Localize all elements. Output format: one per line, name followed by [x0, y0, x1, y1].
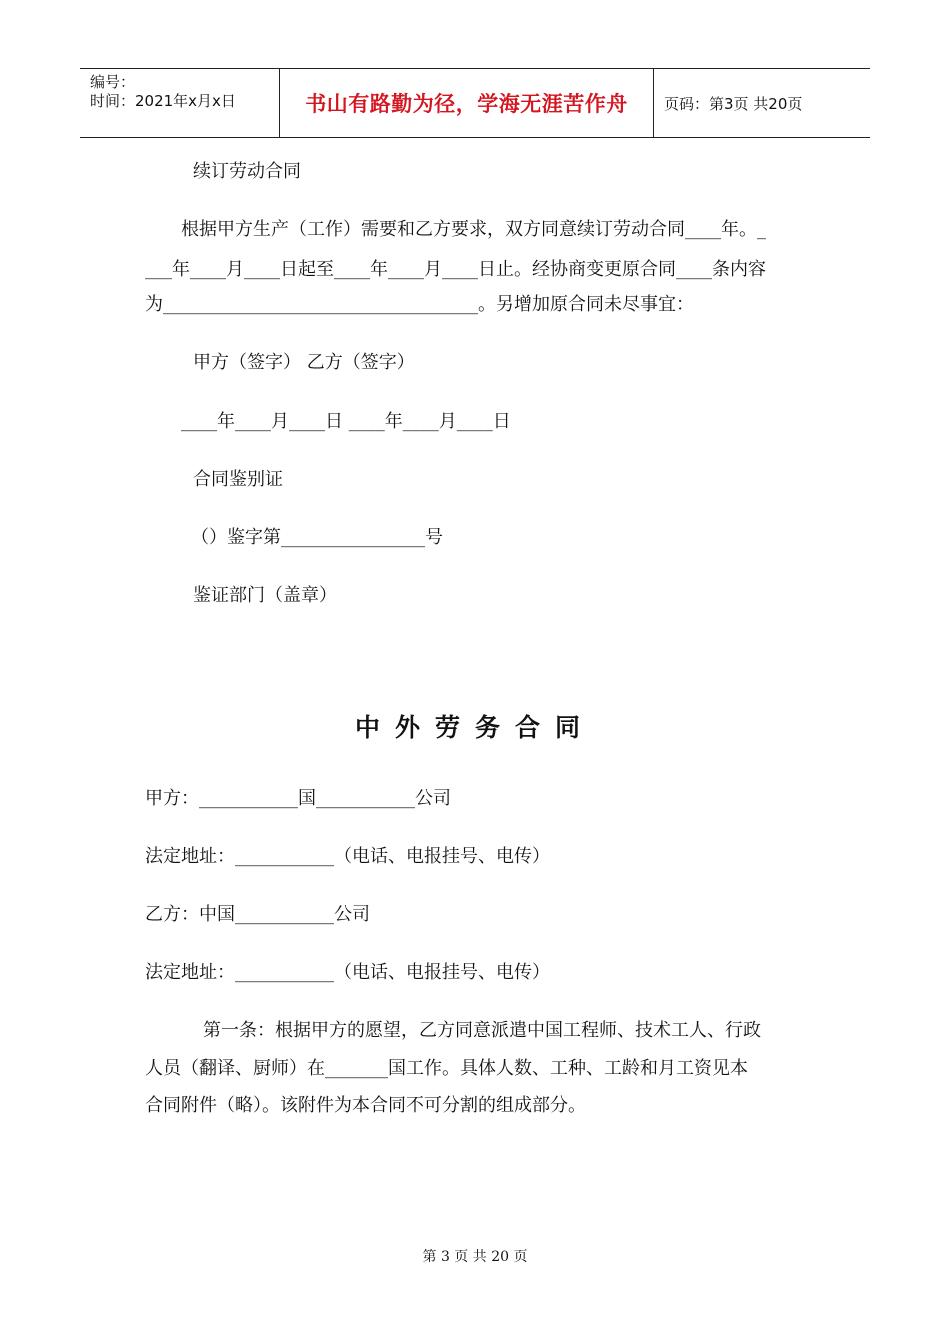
renewal-paragraph-line-3: 为___________________________________。另增加原合同未尽事宜： [145, 294, 694, 315]
party-b-address: 法定地址：___________（电话、电报挂号、电传） [145, 962, 550, 983]
motto: 书山有路勤为径，学海无涯苦作舟 [305, 92, 628, 116]
signature-dates: ____年____月____日 ____年____月____日 [181, 411, 511, 432]
article-1-line-1: 第一条：根据甲方的愿望，乙方同意派遣中国工程师、技术工人、行政 [203, 1020, 761, 1041]
time-label: 时间：2021年x月x日 [90, 92, 236, 110]
page-footer: 第 3 页 共 20 页 [422, 1249, 528, 1265]
article-1-line-2: 人员（翻译、厨师）在_______国工作。具体人数、工种、工龄和月工资见本 [145, 1058, 748, 1079]
header-page-info: 页码：第3页 共20页 [664, 94, 803, 113]
authentication-number: （）鉴字第________________号 [191, 527, 443, 548]
contract-title: 中外劳务合同 [354, 713, 595, 742]
renewal-paragraph-line-1: 根据甲方生产（工作）需要和乙方要求，双方同意续订劳动合同____年。_ [181, 219, 766, 240]
header-motto-cell [280, 69, 654, 137]
renewal-paragraph-line-2: ___年____月____日起至____年____月____日止。经协商变更原合同____条内容 [145, 259, 766, 280]
party-a: 甲方：___________国___________公司 [145, 788, 451, 809]
authentication-heading: 合同鉴别证 [193, 469, 283, 490]
header-meta [80, 69, 280, 137]
party-a-address: 法定地址：___________（电话、电报挂号、电传） [145, 846, 550, 867]
page-header [80, 68, 870, 138]
authentication-department: 鉴证部门（盖章） [193, 585, 337, 606]
renewal-heading: 续订劳动合同 [193, 161, 301, 182]
signature-line: 甲方（签字） 乙方（签字） [193, 352, 415, 373]
article-1-line-3: 合同附件（略）。该附件为本合同不可分割的组成部分。 [145, 1095, 586, 1116]
party-b: 乙方：中国___________公司 [145, 904, 370, 925]
number-label: 编号： [90, 73, 136, 91]
